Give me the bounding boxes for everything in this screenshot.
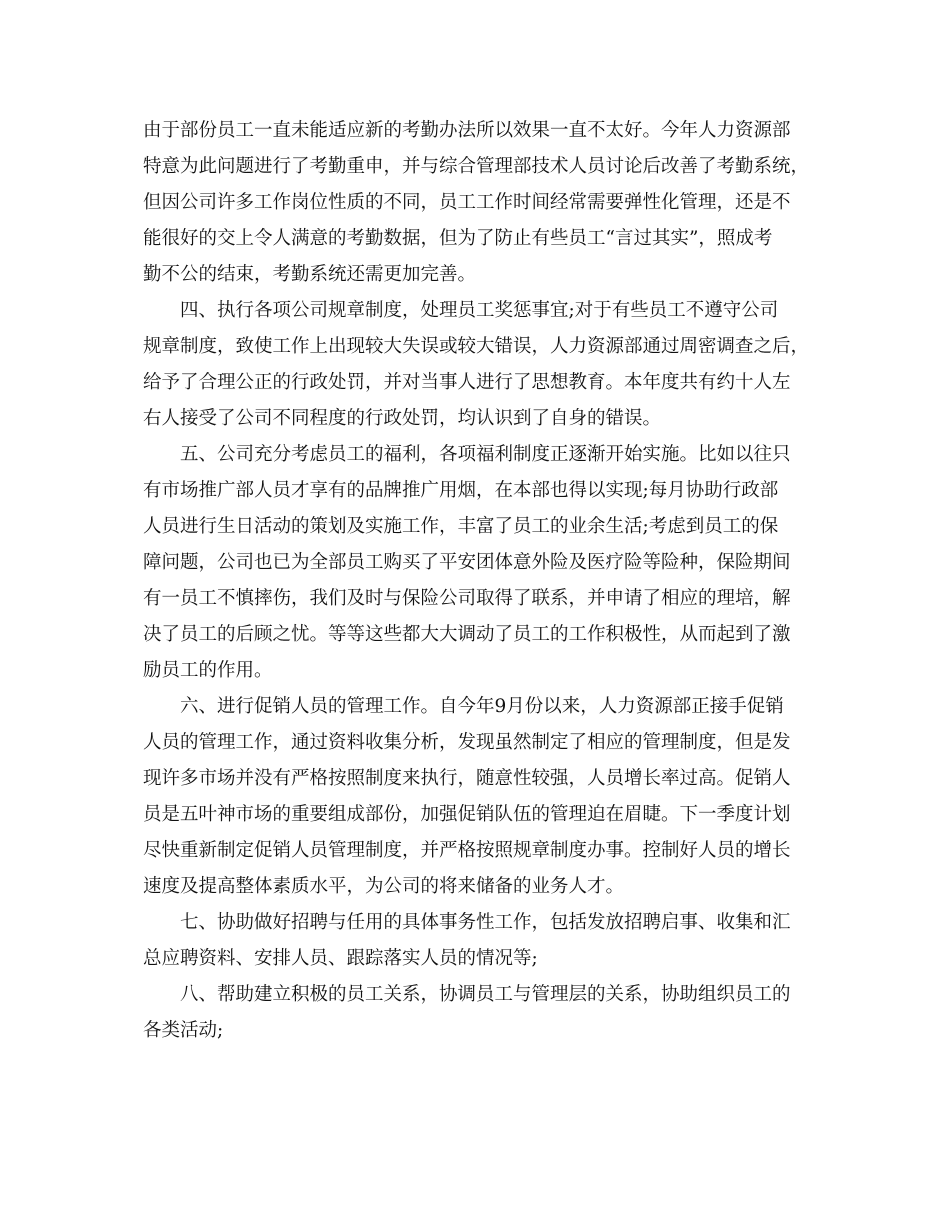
text-line: 但因公司许多工作岗位性质的不同，员工工作时间经常需要弹性化管理，还是不 <box>143 192 791 213</box>
text-line: 七、协助做好招聘与任用的具体事务性工作，包括发放招聘启事、收集和汇 <box>180 912 791 933</box>
paragraph-section-8 <box>143 977 819 1049</box>
paragraph-section-6 <box>143 689 819 905</box>
text-line: 员是五叶神市场的重要组成部份，加强促销队伍的管理迫在眉睫。下一季度计划 <box>143 804 791 825</box>
paragraph-section-5 <box>143 437 819 689</box>
paragraph-attendance <box>143 113 819 293</box>
text-line: 给予了合理公正的行政处罚，并对当事人进行了思想教育。本年度共有约十人左 <box>143 372 791 393</box>
text-line: 总应聘资料、安排人员、跟踪落实人员的情况等; <box>143 948 538 969</box>
text-line: 尽快重新制定促销人员管理制度，并严格按照规章制度办事。控制好人员的增长 <box>143 840 791 861</box>
text-line: 有市场推广部人员才享有的品牌推广用烟，在本部也得以实现;每月协助行政部 <box>143 480 779 501</box>
text-line: 规章制度，致使工作上出现较大失误或较大错误，人力资源部通过周密调查之后， <box>143 336 810 357</box>
text-line: 各类活动; <box>143 1020 224 1041</box>
text-line: 四、执行各项公司规章制度，处理员工奖惩事宜;对于有些员工不遵守公司 <box>180 300 779 321</box>
text-line: 人员的管理工作，通过资料收集分析，发现虽然制定了相应的管理制度，但是发 <box>143 732 791 753</box>
text-line: 障问题，公司也已为全部员工购买了平安团体意外险及医疗险等险种，保险期间 <box>143 552 791 573</box>
text-line: 速度及提高整体素质水平，为公司的将来储备的业务人才。 <box>143 876 625 897</box>
text-line: 六、进行促销人员的管理工作。自今年9月份以来，人力资源部正接手促销 <box>180 696 784 717</box>
text-line: 右人接受了公司不同程度的行政处罚，均认识到了自身的错误。 <box>143 408 662 429</box>
document-body <box>143 113 819 1049</box>
paragraph-section-7 <box>143 905 819 977</box>
text-line: 现许多市场并没有严格按照制度来执行，随意性较强，人员增长率过高。促销人 <box>143 768 791 789</box>
paragraph-section-4 <box>143 293 819 437</box>
text-line: 决了员工的后顾之忧。等等这些都大大调动了员工的工作积极性，从而起到了激 <box>143 624 791 645</box>
text-line: 能很好的交上令人满意的考勤数据，但为了防止有些员工“言过其实”，照成考 <box>143 228 773 249</box>
text-line: 八、帮助建立积极的员工关系，协调员工与管理层的关系，协助组织员工的 <box>180 984 791 1005</box>
text-line: 特意为此问题进行了考勤重申，并与综合管理部技术人员讨论后改善了考勤系统， <box>143 156 810 177</box>
text-line: 五、公司充分考虑员工的福利，各项福利制度正逐渐开始实施。比如以往只 <box>180 444 791 465</box>
text-line: 人员进行生日活动的策划及实施工作，丰富了员工的业余生活;考虑到员工的保 <box>143 516 779 537</box>
text-line: 勤不公的结束，考勤系统还需更加完善。 <box>143 264 477 285</box>
text-line: 励员工的作用。 <box>143 660 273 681</box>
text-line: 有一员工不慎摔伤，我们及时与保险公司取得了联系，并申请了相应的理培，解 <box>143 588 791 609</box>
text-line: 由于部份员工一直未能适应新的考勤办法所以效果一直不太好。今年人力资源部 <box>143 120 791 141</box>
